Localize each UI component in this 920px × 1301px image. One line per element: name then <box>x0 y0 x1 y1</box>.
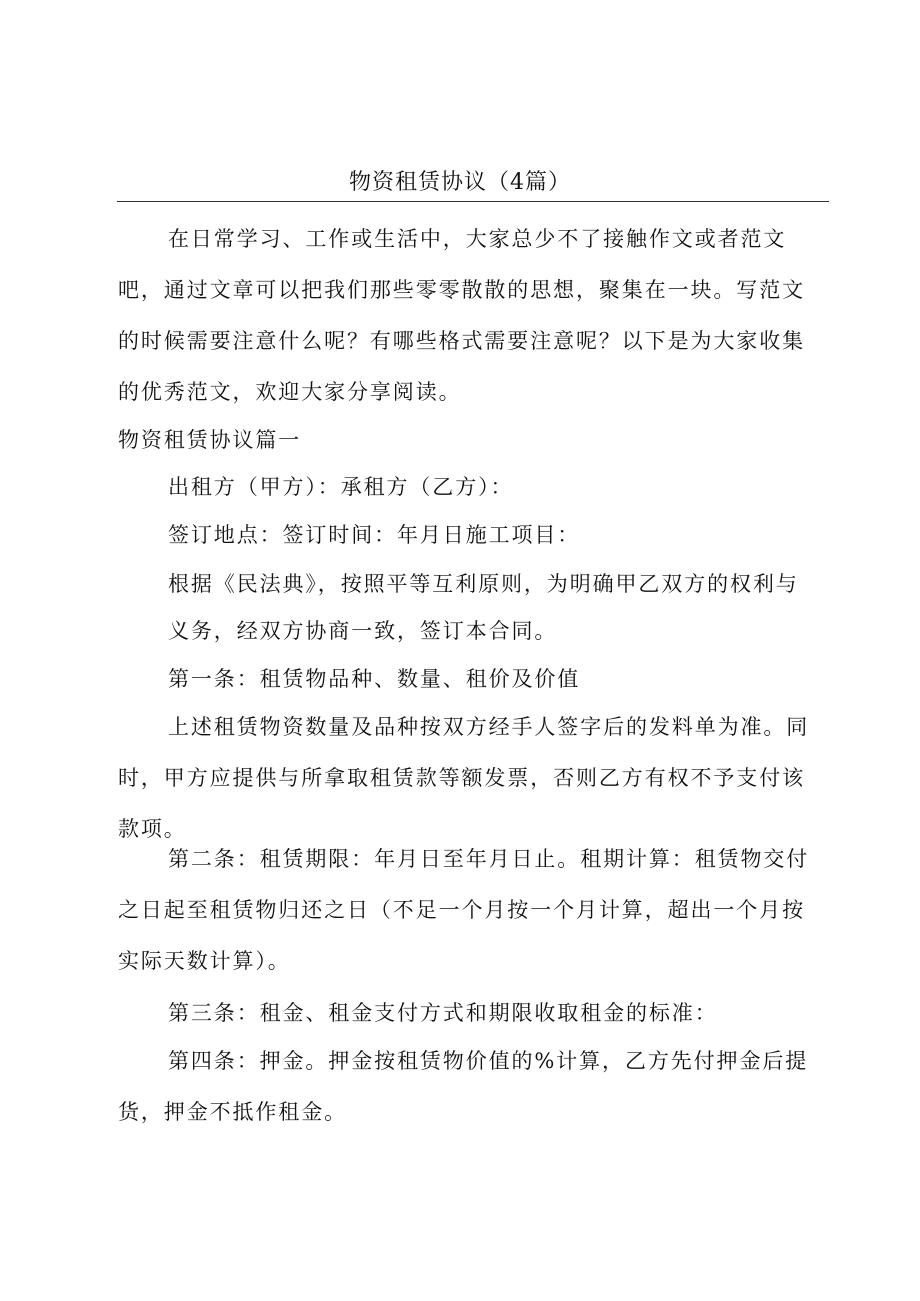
basis-line-2: 义务，经双方协商一致，签订本合同。 <box>168 619 558 643</box>
sign-info-line: 签订地点：签订时间：年月日施工项目： <box>168 523 581 547</box>
basis-line-1: 根据《民法典》，按照平等互利原则，为明确甲乙双方的权利与 <box>168 572 799 596</box>
parties-line: 出租方（甲方）：承租方（乙方）： <box>168 475 514 499</box>
intro-paragraph: 在日常学习、工作或生活中，大家总少不了接触作文或者范文吧，通过文章可以把我们那些零零散散的思想，聚集在一块。写范文的时候需要注意什么呢？有哪些格式需要注意呢？以下是为大家收集的优秀范文，欢迎大家分享阅读。 <box>118 227 805 404</box>
title-underline <box>117 201 829 202</box>
article-3: 第三条：租金、租金支付方式和期限收取租金的标准： <box>168 1001 718 1025</box>
article-4: 第四条：押金。押金按租赁物价值的%计算，乙方先付押金后提货，押金不抵作租金。 <box>118 1049 809 1124</box>
article-1-title: 第一条：租赁物品种、数量、租价及价值 <box>168 667 581 691</box>
document-title: 物资租赁协议（4篇） <box>349 170 571 195</box>
section-heading: 物资租赁协议篇一 <box>118 428 302 452</box>
article-1-body: 上述租赁物资数量及品种按双方经手人签字后的发料单为准。同时，甲方应提供与所拿取租赁款等额发票，否则乙方有权不予支付该款项。 <box>118 715 810 841</box>
article-2: 第二条：租赁期限：年月日至年月日止。租期计算：租赁物交付之日起至租赁物归还之日（不足一个月按一个月计算，超出一个月按实际天数计算）。 <box>118 847 810 973</box>
